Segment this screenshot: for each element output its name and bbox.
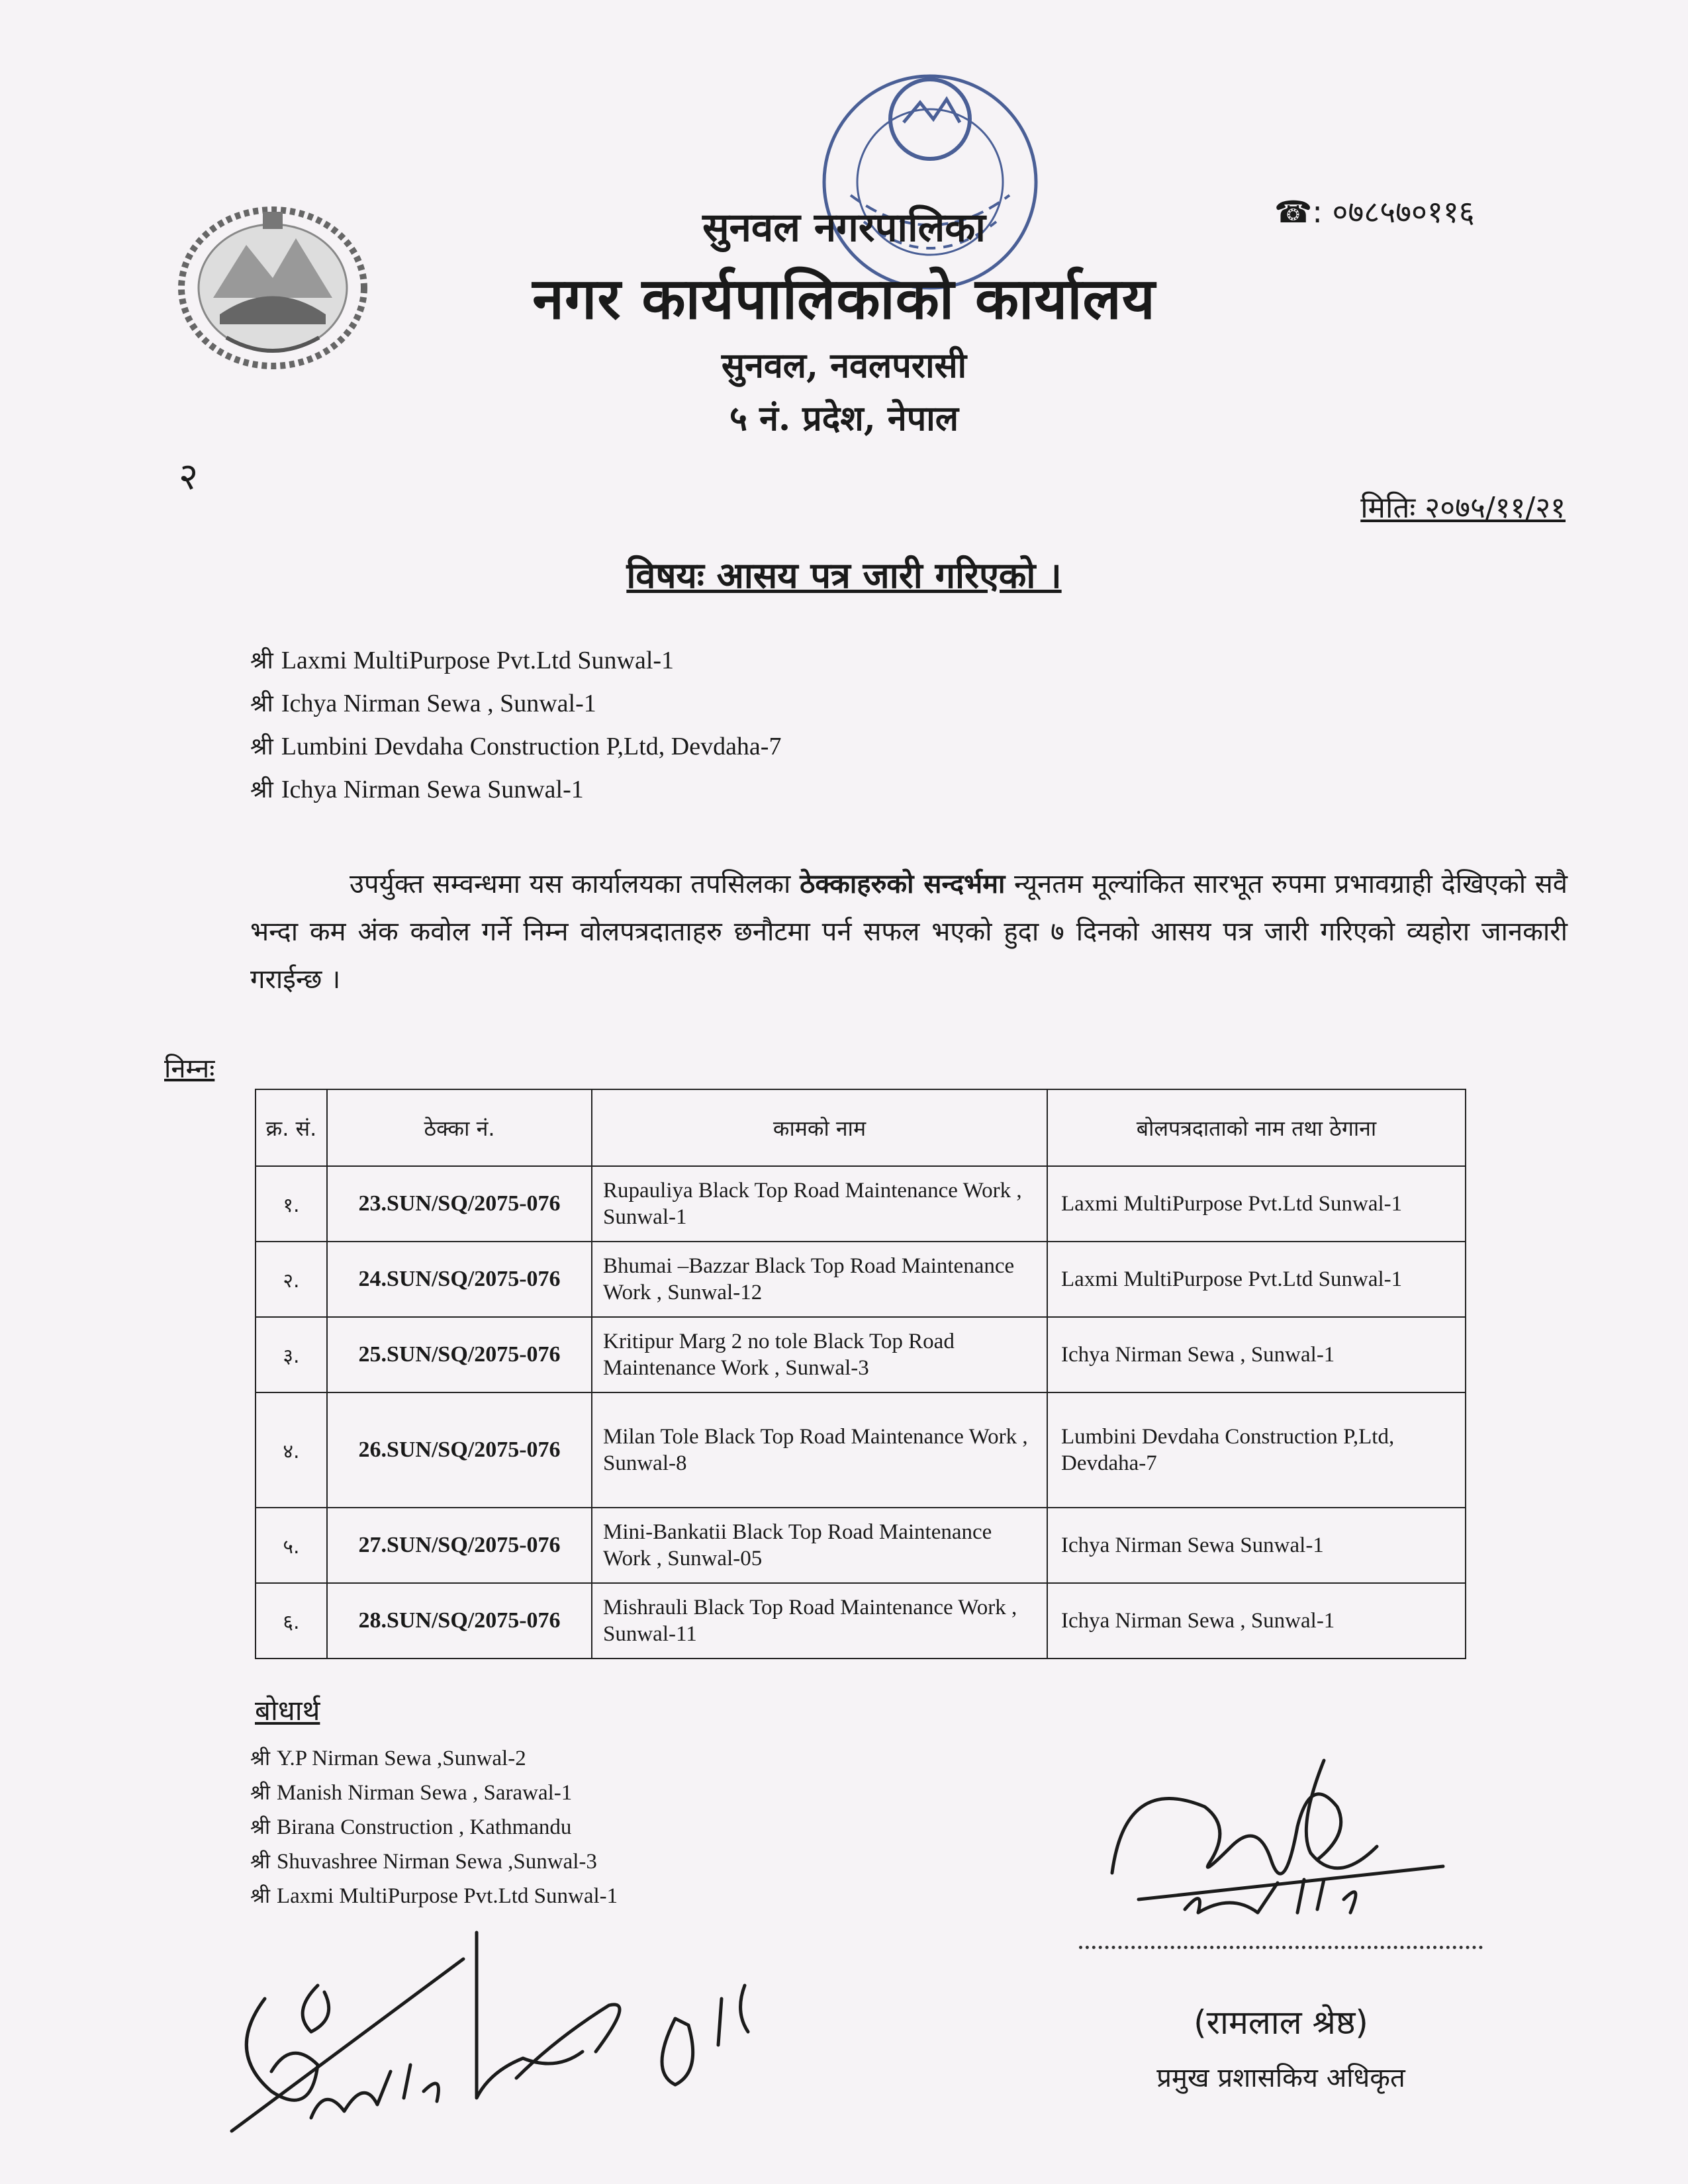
- recipient-name: Laxmi MultiPurpose Pvt.Ltd Sunwal-1: [281, 647, 675, 674]
- work-cell: Kritipur Marg 2 no tole Black Top Road Maintenance Work , Sunwal-3: [592, 1317, 1047, 1392]
- header-work-name: कामको नाम: [592, 1089, 1047, 1166]
- letter-subject: विषयः आसय पत्र जारी गरिएको ।: [626, 555, 1062, 596]
- table-label: निम्नः: [164, 1054, 215, 1084]
- cc-name: Manish Nirman Sewa , Sarawal-1: [276, 1781, 573, 1805]
- contract-cell: 25.SUN/SQ/2075-076: [327, 1317, 592, 1392]
- bidder-cell: Laxmi MultiPurpose Pvt.Ltd Sunwal-1: [1047, 1166, 1466, 1242]
- body-bold: ठेक्काहरुको सन्दर्भमा: [800, 869, 1006, 899]
- work-cell: Mishrauli Black Top Road Maintenance Work , Sunwal-11: [592, 1583, 1047, 1659]
- table-row: [256, 1242, 1466, 1317]
- cc-line: [250, 1778, 572, 1806]
- contract-cell: 23.SUN/SQ/2075-076: [327, 1166, 592, 1242]
- cc-prefix: श्री: [250, 1747, 270, 1770]
- table-row: [256, 1317, 1466, 1392]
- municipality-name: सुनवल नगरपालिका: [702, 205, 986, 251]
- address-line-1: सुनवल, नवलपरासी: [721, 345, 967, 386]
- serial-cell: ६.: [256, 1583, 327, 1659]
- recipient-name: Lumbini Devdaha Construction P,Ltd, Devdaha-7: [281, 733, 782, 760]
- table-row: [256, 1166, 1466, 1242]
- cc-label: बोधार्थ: [255, 1694, 320, 1727]
- table-row: [256, 1392, 1466, 1508]
- table-row: [256, 1508, 1466, 1583]
- handwritten-initials: [212, 1919, 808, 2144]
- margin-mark: २: [179, 455, 199, 498]
- table-row: [256, 1583, 1466, 1659]
- signatory-name: (रामलाल श्रेष्ठ): [1194, 2003, 1368, 2042]
- recipient-line: [250, 686, 596, 719]
- recipient-prefix: श्री: [250, 776, 273, 803]
- contracts-table: [255, 1089, 1466, 1659]
- serial-cell: ४.: [256, 1392, 327, 1508]
- serial-cell: १.: [256, 1166, 327, 1242]
- phone-value: ०७८५७०११६: [1332, 194, 1475, 230]
- signatory-signature: [1099, 1747, 1470, 1939]
- cc-line: [250, 1744, 526, 1772]
- cc-prefix: श्री: [250, 1781, 270, 1805]
- cc-name: Laxmi MultiPurpose Pvt.Ltd Sunwal-1: [276, 1884, 618, 1908]
- recipient-line: [250, 772, 584, 805]
- cc-name: Birana Construction , Kathmandu: [276, 1815, 572, 1839]
- header-contract-no: ठेक्का नं.: [327, 1089, 592, 1166]
- cc-line: [250, 1813, 571, 1841]
- work-cell: Mini-Bankatii Black Top Road Maintenance Work , Sunwal-05: [592, 1508, 1047, 1583]
- serial-cell: ५.: [256, 1508, 327, 1583]
- bidder-cell: Lumbini Devdaha Construction P,Ltd, Devdaha-7: [1047, 1392, 1466, 1508]
- phone-number: ☎: ०७८५७०११६: [1274, 194, 1475, 230]
- recipient-name: Ichya Nirman Sewa , Sunwal-1: [281, 690, 596, 717]
- work-cell: Rupauliya Black Top Road Maintenance Work , Sunwal-1: [592, 1166, 1047, 1242]
- recipient-prefix: श्री: [250, 733, 273, 760]
- signatory-title: प्रमुख प्रशासकिय अधिकृत: [1156, 2063, 1405, 2093]
- cc-line: [250, 1847, 597, 1875]
- recipient-name: Ichya Nirman Sewa Sunwal-1: [281, 776, 584, 803]
- work-cell: Bhumai –Bazzar Black Top Road Maintenance Work , Sunwal-12: [592, 1242, 1047, 1317]
- contract-cell: 28.SUN/SQ/2075-076: [327, 1583, 592, 1659]
- contract-cell: 26.SUN/SQ/2075-076: [327, 1392, 592, 1508]
- serial-cell: ३.: [256, 1317, 327, 1392]
- table-header-row: [256, 1089, 1466, 1166]
- cc-prefix: श्री: [250, 1884, 270, 1908]
- cc-name: Shuvashree Nirman Sewa ,Sunwal-3: [276, 1850, 597, 1874]
- cc-prefix: श्री: [250, 1815, 270, 1839]
- letter-body: [250, 860, 1568, 1003]
- work-cell: Milan Tole Black Top Road Maintenance Work , Sunwal-8: [592, 1392, 1047, 1508]
- cc-name: Y.P Nirman Sewa ,Sunwal-2: [276, 1747, 526, 1770]
- cc-line: [250, 1882, 618, 1909]
- signature-dotted-line: [1079, 1946, 1483, 1949]
- bidder-cell: Ichya Nirman Sewa Sunwal-1: [1047, 1508, 1466, 1583]
- contract-cell: 27.SUN/SQ/2075-076: [327, 1508, 592, 1583]
- telephone-icon: ☎: [1274, 194, 1313, 230]
- contract-cell: 24.SUN/SQ/2075-076: [327, 1242, 592, 1317]
- cc-prefix: श्री: [250, 1850, 270, 1874]
- letter-date: मितिः २०७५/११/२१: [1360, 491, 1566, 525]
- address-line-2: ५ नं. प्रदेश, नेपाल: [729, 398, 959, 439]
- recipient-line: [250, 643, 674, 676]
- bidder-cell: Ichya Nirman Sewa , Sunwal-1: [1047, 1317, 1466, 1392]
- header-serial: क्र. सं.: [256, 1089, 327, 1166]
- office-title: नगर कार्यपालिकाको कार्यालय: [532, 265, 1156, 332]
- bidder-cell: Ichya Nirman Sewa , Sunwal-1: [1047, 1583, 1466, 1659]
- body-part-1: उपर्युक्त सम्वन्धमा यस कार्यालयका तपसिलका: [350, 869, 791, 899]
- header-bidder: बोलपत्रदाताको नाम तथा ठेगाना: [1047, 1089, 1466, 1166]
- bidder-cell: Laxmi MultiPurpose Pvt.Ltd Sunwal-1: [1047, 1242, 1466, 1317]
- recipient-line: [250, 729, 781, 762]
- body-part-2: न्यूनतम मूल्यांकित सारभूत रुपमा प्रभावग्राही देखिएको सवै भन्दा कम अंक कवोल गर्ने निम्न वोलपत्रदाताहरु छनौटमा पर्न सफल भएको हुदा ७ दिनको आसय पत्र जारी गरिएको व्यहोरा जानकारी गराईन्छ ।: [250, 869, 1568, 995]
- recipient-prefix: श्री: [250, 647, 273, 674]
- serial-cell: २.: [256, 1242, 327, 1317]
- recipient-prefix: श्री: [250, 690, 273, 717]
